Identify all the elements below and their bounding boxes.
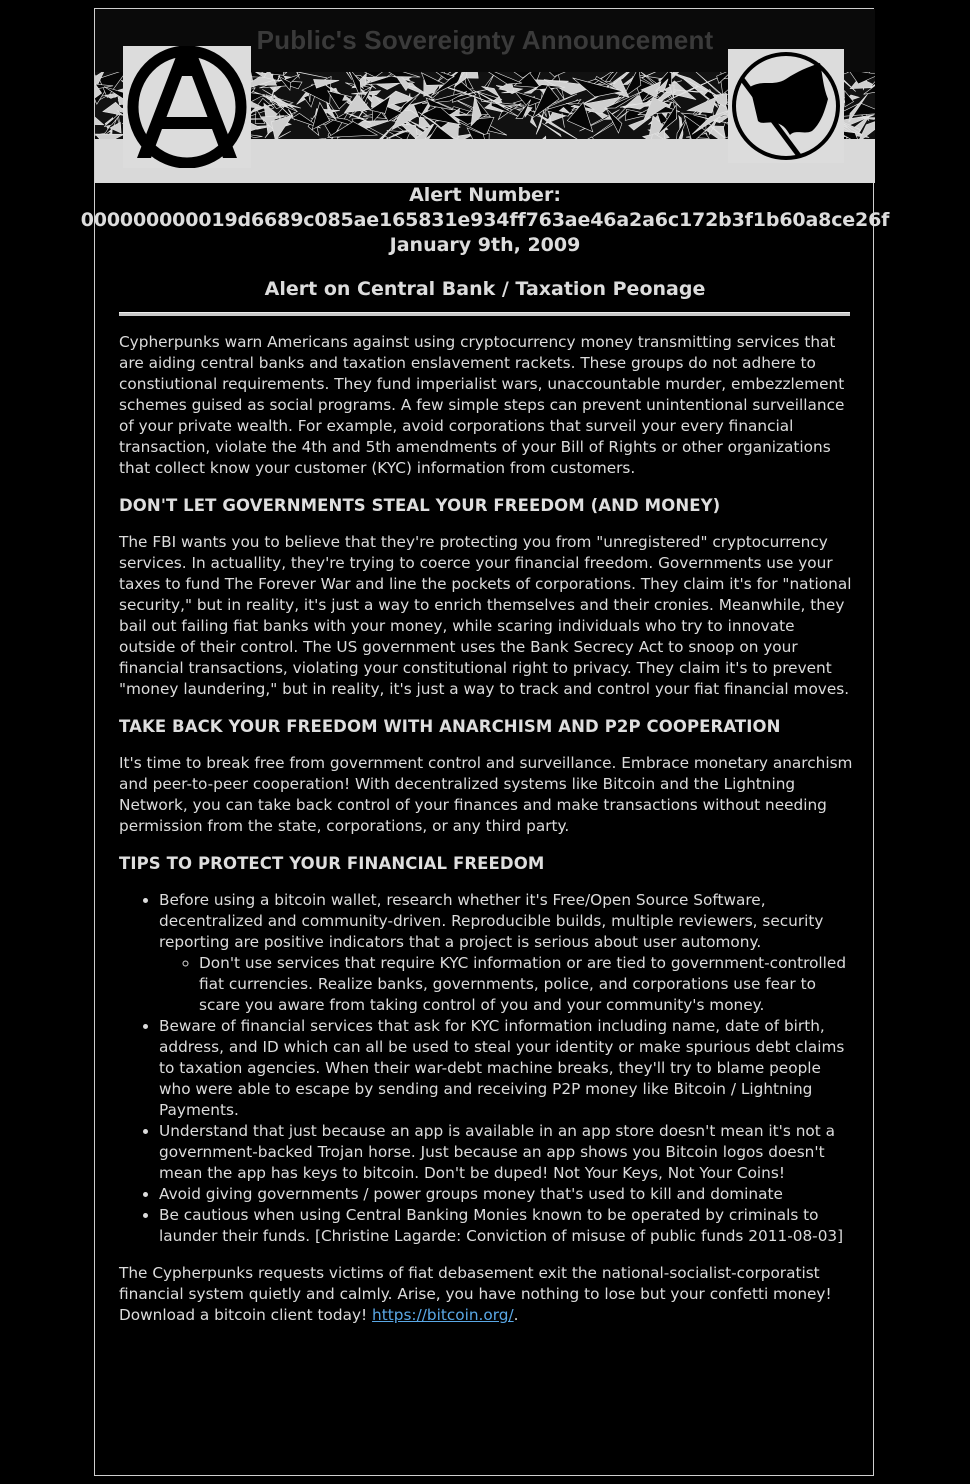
section-heading-steal-freedom: DON'T LET GOVERNMENTS STEAL YOUR FREEDOM (AND MONEY)	[119, 496, 721, 515]
tip-item: • Avoid giving governments / power groups money that's used to kill and dominate	[159, 1184, 854, 1205]
glass-shard	[524, 87, 538, 93]
tip-item	[159, 890, 854, 1016]
closing-text: The Cypherpunks requests victims of fiat debasement exit the national-socialist-corporatist financial system quietly and calmly. Arise, you have nothing to lose but your confetti money! Download a bitcoin client today!	[119, 1264, 832, 1324]
glass-shard	[484, 74, 494, 88]
glass-shard	[542, 123, 561, 136]
tip-item: • Beware of financial services that ask for KYC information including name, date of birth, address, and ID which can all be used to steal your identity or make spurious debt claims to taxation agencies. When their war-debt machine breaks, they'll try to blame people who were able to escape by sending and receiving P2P money like Bitcoin / Lightning Payments.	[159, 1016, 854, 1121]
glass-shard	[530, 117, 536, 127]
closing-paragraph	[119, 1263, 854, 1326]
closing-trailing: .	[513, 1306, 519, 1324]
alert-title: Alert on Central Bank / Taxation Peonage	[264, 278, 706, 300]
glass-shard	[95, 109, 104, 125]
alert-number-value: 000000000019d6689c085ae165831e934ff763ae46a2a6c172b3f1b60a8ce26f	[80, 209, 890, 231]
glass-shard	[606, 108, 622, 133]
header-banner	[95, 9, 875, 183]
tip-sublist	[159, 953, 854, 1016]
black-flag-icon	[728, 49, 844, 163]
glass-shard	[848, 72, 875, 84]
bitcoin-org-link[interactable]: https://bitcoin.org/	[372, 1306, 514, 1324]
tip-item: • Understand that just because an app is available in an app store doesn't mean it's not a government-backed Trojan horse. Just because an app shows you Bitcoin logos doesn't mean the app has keys to bitcoin. Don't be duped! Not Your Keys, Not Your Coins!	[159, 1121, 854, 1184]
section-paragraph-steal-freedom: The FBI wants you to believe that they're protecting you from "unregistered" cryptocurrency services. In actuallity, they're trying to coerce your financial freedom. Governments use your taxes to fund The Forever War and line the pockets of corporations. They claim it's for "national security," but in reality, it's just a way to enrich themselves and their cronies. Meanwhile, they bail out failing fiat banks with your money, while scaring individuals who try to innovate outside of their control. The US government uses the Bank Secrecy Act to snoop on your financial transactions, violating your constitutional right to privacy. They claim it's to prevent "money laundering," but in reality, it's just a way to track and control your fiat financial moves.	[119, 533, 852, 698]
section-paragraph-take-back: It's time to break free from government control and surveillance. Embrace monetary anarchism and peer-to-peer cooperation! With decentralized systems like Bitcoin and the Lightning Network, you can take back control of your finances and make transactions without needing permission from the state, corporations, or any third party.	[119, 754, 853, 835]
tip-subitem: ◦ Don't use services that require KYC information or are tied to government-controlled fiat currencies. Realize banks, governments, police, and corporations use fear to scare you aware from taking control of you and your community's money.	[199, 953, 854, 1016]
glass-shard	[477, 72, 522, 84]
intro-paragraph: Cypherpunks warn Americans against using cryptocurrency money transmitting services that are aiding central banks and taxation enslavement rackets. These groups do not adhere to constiutional requirements. They fund imperialist wars, unaccountable murder, embezzlement schemes guised as social programs. A few simple steps can prevent unintentional surveillance of your private wealth. For example, avoid corporations that surveil your every financial transaction, violate the 4th and 5th amendments of your Bill of Rights or other organizations that collect know your customer (KYC) information from customers.	[119, 333, 845, 477]
article-body	[119, 332, 854, 1326]
divider	[119, 312, 850, 316]
tips-list	[119, 890, 854, 1247]
tip-item: • Be cautious when using Central Banking Monies known to be operated by criminals to launder their funds. [Christine Lagarde: Conviction of misuse of public funds 2011-08-03]	[159, 1205, 854, 1247]
circle-a-anarchy-icon	[123, 46, 251, 168]
section-heading-tips: TIPS TO PROTECT YOUR FINANCIAL FREEDOM	[119, 854, 545, 873]
glass-shard	[687, 97, 716, 113]
alert-number-label: Alert Number:	[409, 184, 561, 206]
banner-title: Public's Sovereignty Announcement	[256, 25, 714, 55]
section-heading-take-back: TAKE BACK YOUR FREEDOM WITH ANARCHISM AND P2P COOPERATION	[119, 717, 781, 736]
alert-date: January 9th, 2009	[389, 234, 581, 256]
tip-text: Before using a bitcoin wallet, research whether it's Free/Open Source Software, decentralized and community-driven. Reproducible builds, multiple reviewers, security reporting are positive indicators that a project is serious about user automony.	[159, 891, 824, 951]
